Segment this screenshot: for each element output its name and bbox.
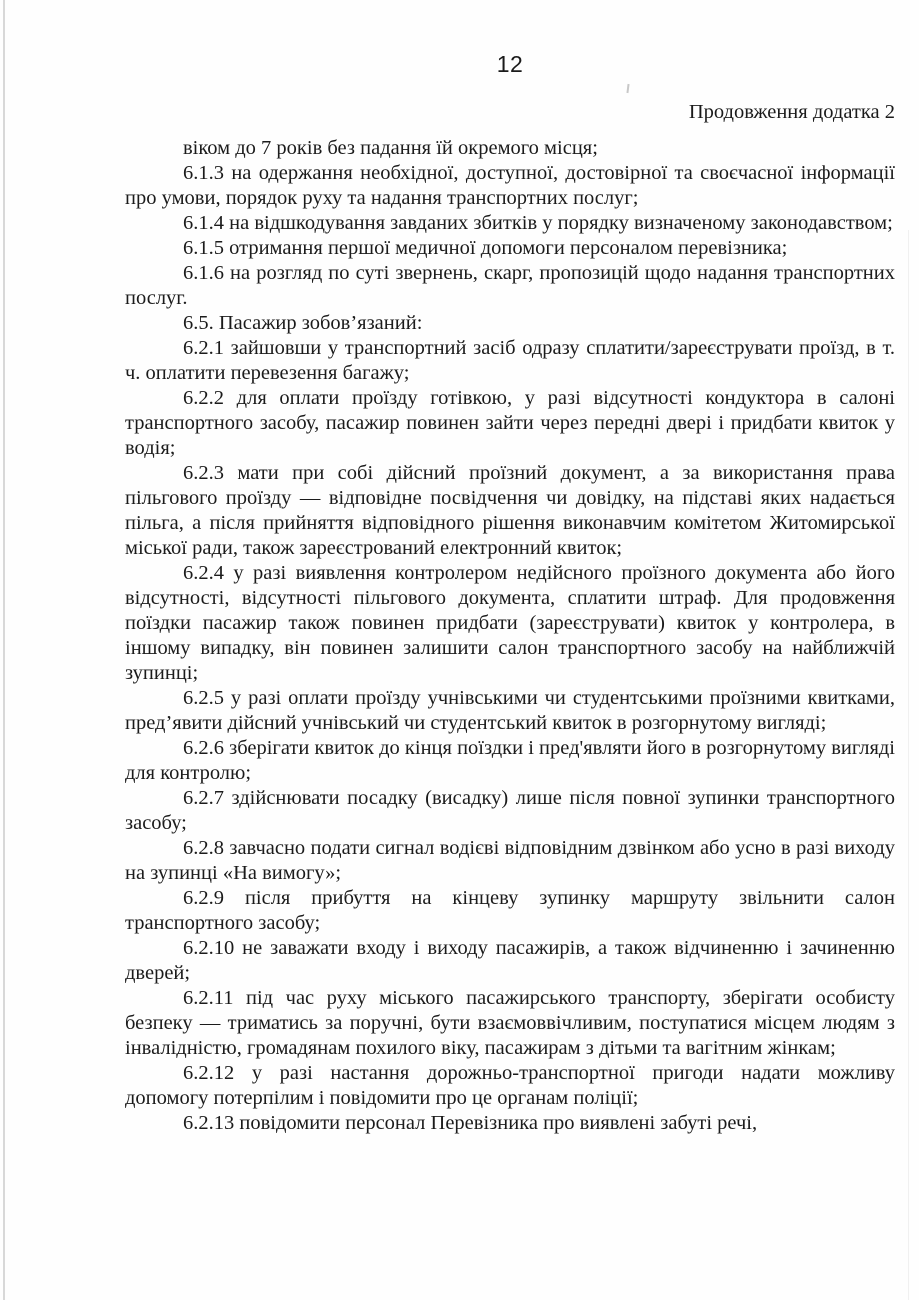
appendix-continuation-note: Продовження додатка 2	[688, 101, 895, 123]
paragraph-6-2-6: 6.2.6 зберігати квиток до кінця поїздки і пред'являти його в розгорнутому вигляді для контролю;	[125, 737, 895, 784]
paragraph-6-2-1: 6.2.1 зайшовши у транспортний засіб одразу сплатити/зареєструвати проїзд, в т. ч. оплатити перевезення багажу;	[125, 337, 895, 384]
paragraph-6-2-9: 6.2.9 після прибуття на кінцеву зупинку маршруту звільнити салон транспортного засобу;	[125, 887, 895, 934]
paragraph-6-2-4: 6.2.4 у разі виявлення контролером недійсного проїзного документа або його відсутності, відсутності пільгового документа, сплатити штраф. Для продовження поїздки пасажир також повинен придбати (зареєструвати) квиток у контролера, в іншому випадку, він повинен залишити салон транспортного засобу на найближчій зупинці;	[125, 562, 895, 684]
paragraph-6-2-2: 6.2.2 для оплати проїзду готівкою, у разі відсутності кондуктора в салоні транспортного засобу, пасажир повинен зайти через передні двері і придбати квиток у водія;	[125, 387, 895, 459]
paragraph-6-1-6: 6.1.6 на розгляд по суті звернень, скарг, пропозицій щодо надання транспортних послуг.	[125, 262, 895, 309]
page-number: 12	[496, 51, 524, 77]
paragraph-6-2-8: 6.2.8 завчасно подати сигнал водієві відповідним дзвінком або усно в разі виходу на зупинці «На вимогу»;	[125, 837, 895, 884]
paragraph-6-2-11: 6.2.11 під час руху міського пасажирського транспорту, зберігати особисту безпеку — триматись за поручні, бути взаємоввічливим, поступатися місцем людям з інвалідністю, громадянам похилого віку, пасажирам з дітьми та вагітним жінкам;	[125, 987, 895, 1059]
paragraph-6-2-5: 6.2.5 у разі оплати проїзду учнівськими чи студентськими проїзними квитками, пред’явити дійсний учнівський чи студентський квиток в розгорнутому вигляді;	[125, 687, 895, 734]
clause-6-5-heading: 6.5. Пасажир зобов’язаний:	[183, 312, 423, 334]
paragraph-6-1-5: 6.1.5 отримання першої медичної допомоги персоналом перевізника;	[183, 237, 788, 259]
paragraph-6-2-13: 6.2.13 повідомити персонал Перевізника про виявлені забуті речі,	[183, 1112, 758, 1134]
paragraph-6-2-10: 6.2.10 не заважати входу і виходу пасажирів, а також відчиненню і зачиненню дверей;	[125, 937, 895, 984]
paragraph-6-2-3: 6.2.3 мати при собі дійсний проїзний документ, а за використання права пільгового проїзду — відповідне посвідчення чи довідку, на підставі яких надається пільга, а після прийняття відповідного рішення виконавчим комітетом Житомирської міської ради, також зареєстрований електронний квиток;	[125, 462, 895, 559]
paragraph-6-1-3: 6.1.3 на одержання необхідної, доступної, достовірної та своєчасної інформації про умови, порядок руху та надання транспортних послуг;	[125, 162, 895, 209]
document-text-block	[125, 52, 895, 1136]
scan-edge-artifact-left	[3, 0, 5, 1300]
paragraph-6-2-12: 6.2.12 у разі настання дорожньо-транспортної пригоди надати можливу допомогу потерпілим і повідомити про це органам поліції;	[125, 1062, 895, 1109]
scan-edge-artifact-right	[908, 230, 909, 1300]
paragraph-6-1-4: 6.1.4 на відшкодування завданих збитків у порядку визначеному законодавством;	[183, 212, 893, 234]
paragraph-continuation: віком до 7 років без падання їй окремого місця;	[183, 137, 598, 159]
paragraph-6-2-7: 6.2.7 здійснювати посадку (висадку) лише після повної зупинки транспортного засобу;	[125, 787, 895, 834]
